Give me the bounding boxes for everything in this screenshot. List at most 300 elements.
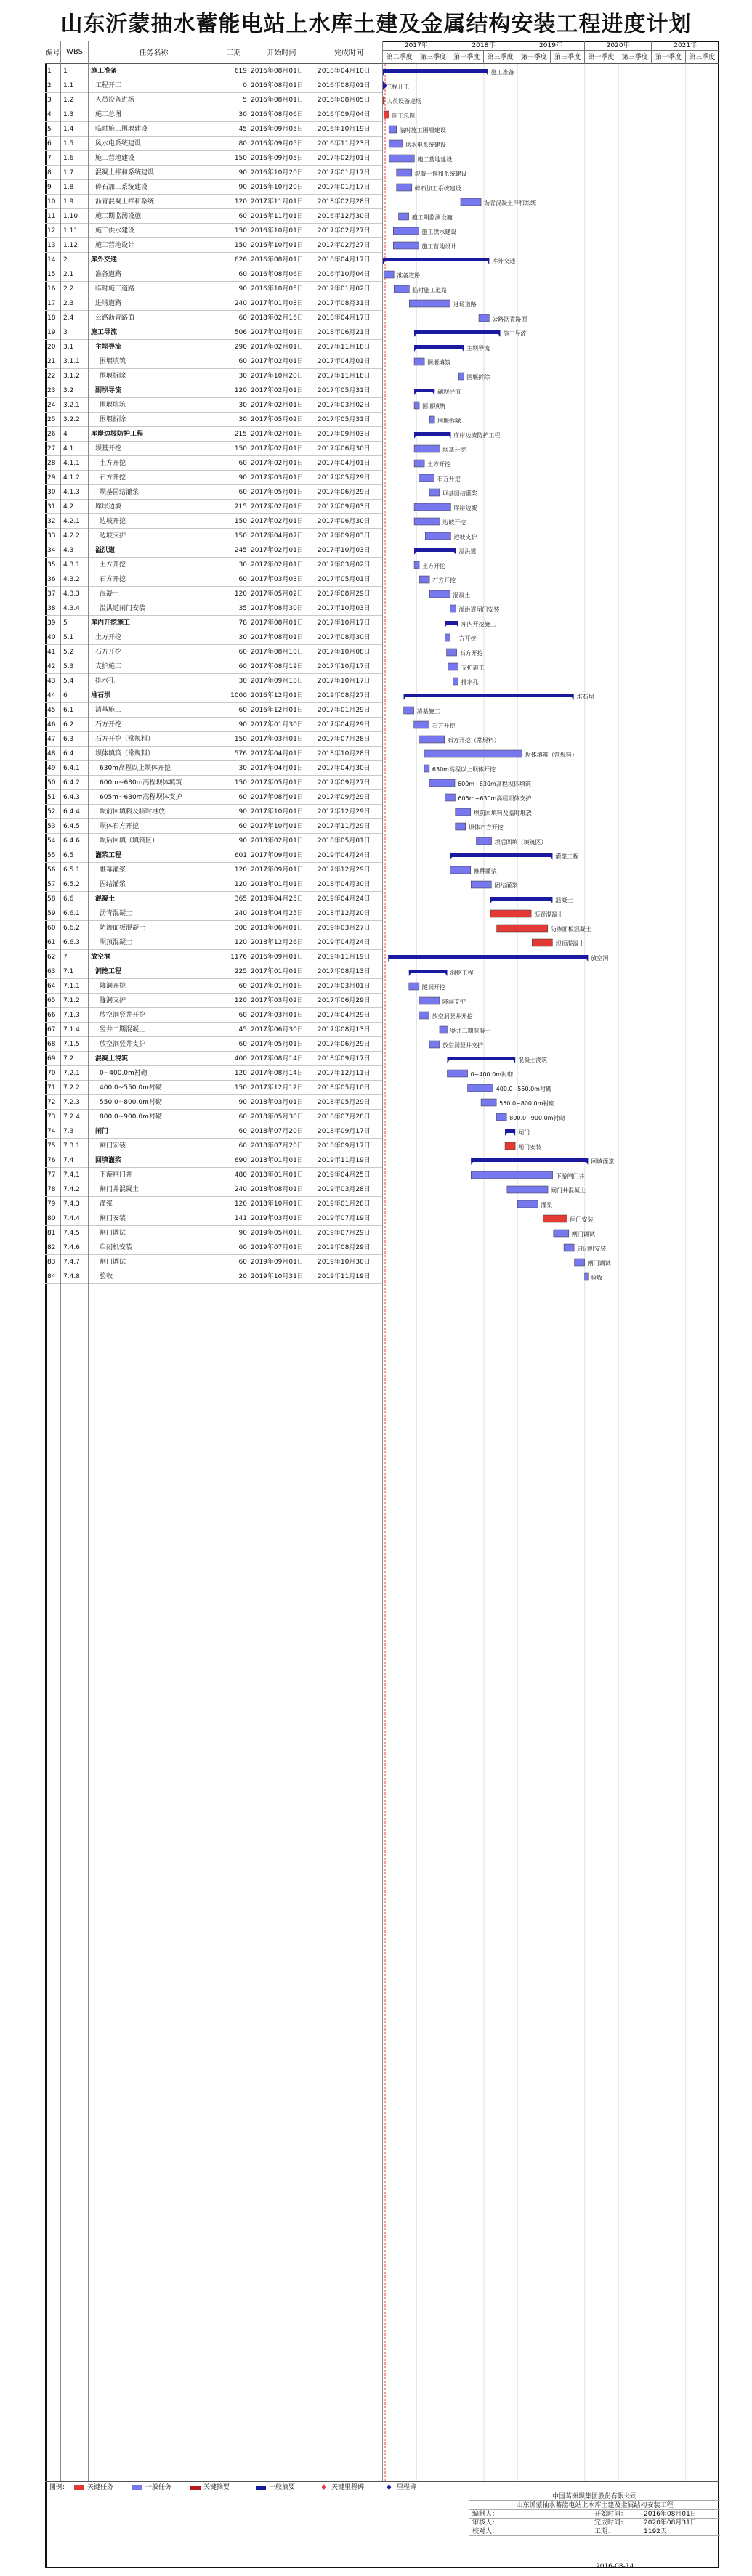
gantt-bar-label: 库外交通 (492, 258, 516, 264)
task-duration: 90 (238, 1230, 247, 1237)
gantt-summary-bar (490, 897, 552, 901)
task-finish: 2017年01月29日 (318, 707, 371, 714)
task-name: 库岸边坡 (95, 503, 122, 511)
gantt-bar-label: 闸门 (518, 1129, 530, 1136)
gantt-task-bar (414, 518, 440, 525)
task-duration: 0 (243, 82, 247, 89)
title-block (469, 2492, 719, 2562)
task-finish: 2019年01月28日 (318, 1200, 371, 1208)
gantt-task-bar (456, 823, 466, 830)
task-row (45, 921, 383, 935)
timeline-half: 第三季度 (618, 51, 652, 64)
task-duration: 141 (234, 1215, 247, 1222)
task-wbs: 7.1.4 (63, 1026, 80, 1033)
task-wbs: 4.1.3 (63, 489, 80, 496)
task-wbs: 5.2 (63, 649, 74, 656)
task-id: 59 (47, 910, 56, 917)
task-row (45, 413, 383, 427)
legend (45, 2481, 719, 2492)
gantt-bar-label: 灌浆 (541, 1202, 553, 1208)
gantt-summary-bar (471, 1158, 588, 1162)
task-finish: 2018年09月17日 (318, 1142, 371, 1150)
task-row (45, 645, 383, 659)
task-name: 工程开工 (95, 82, 122, 89)
task-wbs: 5.3 (63, 663, 74, 670)
task-name: 施工导流 (91, 329, 118, 336)
task-finish: 2016年09月04日 (318, 111, 371, 118)
footer-row-label: 校对人： (472, 2528, 499, 2535)
task-row (45, 296, 383, 311)
task-wbs: 1.5 (63, 140, 74, 147)
task-id: 55 (47, 852, 56, 859)
task-duration: 690 (234, 1157, 247, 1164)
task-duration: 1000 (230, 692, 247, 699)
task-name: 坝基固结灌浆 (100, 489, 140, 496)
task-finish: 2017年06月29日 (318, 997, 371, 1004)
task-row (45, 209, 383, 224)
gantt-summary-bar (414, 345, 464, 349)
task-finish: 2018年02月28日 (318, 198, 371, 206)
gantt-summary-bar (404, 694, 574, 697)
task-row (45, 1153, 383, 1168)
footer-row-label: 编制人： (472, 2511, 499, 2518)
gantt-task-bar (450, 605, 456, 612)
task-start: 2017年03月01日 (251, 736, 304, 743)
gantt-task-bar (393, 242, 419, 249)
gantt-task-bar (389, 140, 403, 147)
timeline-half: 第三季度 (416, 51, 450, 64)
task-start: 2017年02月01日 (251, 460, 304, 467)
task-duration: 60 (238, 358, 247, 365)
task-name: 605m~630m高程坝体支护 (100, 794, 182, 801)
task-row (45, 514, 383, 529)
task-wbs: 7.4.5 (63, 1230, 80, 1237)
gantt-bar-label: 支护施工 (461, 665, 485, 671)
gantt-bar-label: 施工期监测设施 (411, 214, 453, 221)
gantt-bar-label: 混凝土浇筑 (518, 1057, 548, 1063)
task-wbs: 4.3.2 (63, 576, 80, 583)
task-name: 围堰拆除 (100, 373, 126, 380)
task-table (45, 41, 383, 2481)
task-name: 坝体石方开挖 (100, 823, 140, 830)
task-name: 准备道路 (95, 271, 122, 278)
task-start: 2016年09月01日 (251, 954, 304, 961)
task-start: 2016年08月01日 (251, 82, 304, 89)
task-finish: 2017年01月17日 (318, 169, 371, 176)
legend-critical-swatch (74, 2485, 84, 2490)
task-duration: 150 (234, 736, 247, 743)
task-finish: 2018年04月17日 (318, 314, 371, 322)
task-wbs: 3.2 (63, 387, 74, 394)
task-name: 公路沥青路面 (95, 314, 135, 322)
task-finish: 2016年10月04日 (318, 271, 371, 278)
task-duration: 120 (234, 198, 247, 206)
gantt-task-bar (481, 1099, 496, 1106)
gantt-task-bar (477, 837, 492, 845)
task-wbs: 6.4.5 (63, 823, 80, 830)
task-finish: 2017年07月28日 (318, 736, 371, 743)
task-wbs: 4.1 (63, 445, 74, 452)
task-duration: 60 (238, 1113, 247, 1121)
task-row (45, 834, 383, 848)
task-id: 82 (47, 1244, 56, 1251)
gantt-task-bar (479, 314, 489, 322)
task-finish: 2017年05月01日 (318, 576, 371, 583)
task-name: 隧洞支护 (100, 997, 126, 1004)
timeline-half: 第三季度 (686, 51, 719, 64)
timeline-half: 第二季度 (383, 51, 416, 64)
task-row (45, 964, 383, 979)
task-start: 2016年10月20日 (251, 184, 304, 191)
gantt-bar-label: 溢洪道 (458, 548, 477, 555)
task-wbs: 6.1 (63, 707, 74, 714)
task-duration: 60 (238, 983, 247, 990)
task-wbs: 7.2.2 (63, 1084, 80, 1092)
task-duration: 240 (234, 910, 247, 917)
gantt-bar-label: 闸门井混凝土 (551, 1187, 586, 1194)
task-id: 38 (47, 605, 56, 612)
task-wbs: 6.6.1 (63, 910, 80, 917)
col-header-name: 任务名称 (89, 41, 219, 64)
task-row (45, 877, 383, 892)
task-wbs: 4.1.2 (63, 474, 80, 482)
gantt-summary-bar (383, 69, 488, 73)
timeline-half: 第一季度 (450, 51, 484, 64)
task-finish: 2017年04月29日 (318, 1012, 371, 1019)
task-duration: 30 (238, 765, 247, 772)
task-start: 2018年03月01日 (251, 1099, 304, 1106)
task-row (45, 558, 383, 572)
task-name: 石方开挖 (95, 721, 122, 728)
task-wbs: 2 (63, 256, 68, 264)
task-name: 混凝土浇筑 (95, 1055, 129, 1063)
task-row (45, 688, 383, 703)
gantt-task-bar (419, 736, 445, 743)
task-wbs: 7.1.3 (63, 1012, 80, 1019)
task-finish: 2017年08月13日 (318, 968, 371, 975)
gantt-task-bar (517, 1200, 538, 1208)
task-duration: 150 (234, 532, 247, 540)
task-start: 2016年12月01日 (251, 692, 304, 699)
gantt-bar-label: 帷幕灌浆 (473, 868, 497, 874)
task-row (45, 776, 383, 790)
task-finish: 2016年10月19日 (318, 126, 371, 133)
task-wbs: 5.1 (63, 634, 74, 641)
task-duration: 626 (234, 256, 247, 264)
task-row (45, 311, 383, 325)
task-id: 9 (47, 184, 52, 191)
gantt-task-bar (429, 1041, 440, 1048)
page-title: 山东沂蒙抽水蓄能电站上水库土建及金属结构安装工程进度计划 (60, 12, 692, 37)
task-row (45, 456, 383, 471)
task-finish: 2017年06月30日 (318, 518, 371, 525)
task-wbs: 2.3 (63, 300, 74, 307)
task-start: 2017年02月01日 (251, 344, 304, 351)
task-duration: 60 (238, 823, 247, 830)
task-finish: 2018年05月10日 (318, 1084, 371, 1092)
task-row (45, 500, 383, 514)
task-start: 2017年08月30日 (251, 605, 304, 612)
gantt-task-bar (448, 663, 458, 670)
task-name: 临时施工围堰建设 (95, 126, 148, 133)
task-finish: 2017年05月31日 (318, 416, 371, 423)
timeline-half: 第一季度 (585, 51, 618, 64)
task-start: 2017年08月01日 (251, 794, 304, 801)
task-duration: 240 (234, 300, 247, 307)
task-name: 放空洞 (91, 954, 111, 961)
task-start: 2017年01月01日 (251, 983, 304, 990)
task-finish: 2018年04月17日 (318, 256, 371, 264)
gantt-task-bar (461, 198, 481, 206)
gantt-bar-label: 下游闸门井 (555, 1173, 585, 1179)
task-start: 2016年10月20日 (251, 169, 304, 176)
task-name: 施工营地设计 (95, 242, 135, 249)
task-duration: 120 (234, 997, 247, 1004)
task-name: 边坡开挖 (100, 518, 126, 525)
gantt-task-bar (429, 489, 440, 496)
task-id: 29 (47, 474, 56, 482)
task-start: 2019年03月01日 (251, 1215, 304, 1222)
task-row (45, 616, 383, 630)
task-row (45, 325, 383, 340)
task-row (45, 1240, 383, 1255)
task-finish: 2017年11月18日 (318, 344, 371, 351)
task-start: 2017年02月01日 (251, 445, 304, 452)
task-id: 13 (47, 242, 56, 249)
task-duration: 30 (238, 678, 247, 685)
task-start: 2017年03月01日 (251, 1012, 304, 1019)
task-finish: 2019年11月19日 (318, 1273, 371, 1280)
task-wbs: 6.5.2 (63, 881, 80, 888)
task-start: 2016年10月01日 (251, 227, 304, 235)
task-finish: 2017年11月29日 (318, 823, 371, 830)
gantt-task-bar (393, 227, 419, 235)
gantt-bar-label: 碎石加工系统建设 (414, 185, 461, 192)
timeline-year: 2018年 (450, 41, 518, 51)
gantt-task-bar (419, 1012, 429, 1019)
gantt-task-bar (456, 808, 471, 816)
task-id: 22 (47, 373, 56, 380)
task-duration: 90 (238, 721, 247, 728)
task-wbs: 7.3.1 (63, 1142, 80, 1150)
gantt-task-bar (447, 1070, 467, 1077)
gantt-task-bar (397, 169, 412, 176)
task-wbs: 5.4 (63, 678, 74, 685)
task-finish: 2017年10月03日 (318, 547, 371, 554)
task-start: 2019年07月01日 (251, 1244, 304, 1251)
task-start: 2016年08月01日 (251, 256, 304, 264)
gantt-task-bar (453, 678, 458, 685)
task-finish: 2017年09月03日 (318, 503, 371, 511)
gantt-bar-label: 混凝土 (453, 592, 471, 598)
task-duration: 90 (238, 285, 247, 293)
task-row (45, 703, 383, 718)
task-finish: 2019年10月30日 (318, 1259, 371, 1266)
task-start: 2016年12月01日 (251, 707, 304, 714)
task-name: 竖井二期混凝土 (100, 1026, 146, 1033)
task-id: 65 (47, 997, 56, 1004)
task-wbs: 4.2 (63, 503, 74, 511)
task-duration: 30 (238, 634, 247, 641)
task-row (45, 1008, 383, 1023)
task-id: 34 (47, 547, 56, 554)
task-name: 坝基开挖 (95, 445, 122, 452)
task-id: 51 (47, 794, 56, 801)
task-row (45, 282, 383, 296)
gantt-bar-label: 围堰填筑 (422, 403, 446, 410)
gantt-bar-label: 围堰填筑 (427, 359, 451, 366)
task-start: 2018年01月01日 (251, 1171, 304, 1179)
task-finish: 2018年04月30日 (318, 881, 371, 888)
task-row (45, 485, 383, 500)
task-row (45, 630, 383, 645)
task-start: 2018年07月20日 (251, 1128, 304, 1135)
task-id: 12 (47, 227, 56, 235)
gantt-bar-label: 库岸边坡 (453, 505, 477, 511)
task-name: 清基施工 (95, 707, 122, 714)
task-finish: 2017年11月18日 (318, 373, 371, 380)
task-name: 土方开挖 (100, 460, 126, 467)
gantt-bar-label: 坝后回填（填筑区） (494, 839, 547, 845)
gantt-bar-label: 隧洞开挖 (421, 984, 445, 991)
task-wbs: 4 (63, 431, 68, 438)
task-finish: 2017年02月27日 (318, 227, 371, 235)
task-duration: 300 (234, 925, 247, 932)
task-id: 40 (47, 634, 56, 641)
task-name: 洞挖工程 (95, 968, 122, 975)
task-finish: 2017年08月30日 (318, 634, 371, 641)
task-id: 84 (47, 1273, 56, 1280)
task-id: 77 (47, 1171, 56, 1179)
legend-critical-summary: 关键摘要 (203, 2484, 230, 2491)
task-finish: 2017年12月29日 (318, 808, 371, 816)
task-start: 2017年10月01日 (251, 823, 304, 830)
task-start: 2019年05月01日 (251, 1230, 304, 1237)
task-row (45, 354, 383, 369)
task-finish: 2017年08月29日 (318, 590, 371, 598)
task-row (45, 224, 383, 238)
task-duration: 120 (234, 881, 247, 888)
gantt-bar-label: 800.0~900.0m衬砌 (509, 1115, 565, 1121)
gantt-bar-label: 闸门调试 (571, 1231, 595, 1238)
task-finish: 2018年06月21日 (318, 329, 371, 336)
task-start: 2016年11月01日 (251, 213, 304, 220)
task-name: 围堰填筑 (100, 402, 126, 409)
gantt-bar-label: 人员设备进场 (387, 98, 422, 105)
task-start: 2018年12月26日 (251, 939, 304, 946)
footer-row-label: 审核人： (472, 2519, 499, 2527)
gantt-task-bar (450, 866, 471, 874)
task-wbs: 7.4.6 (63, 1244, 80, 1251)
task-finish: 2019年04月25日 (318, 1171, 371, 1179)
task-wbs: 4.3.1 (63, 561, 80, 569)
gantt-bar-label: 围堰拆除 (466, 374, 490, 381)
gantt-bar-label: 防渗面板混凝土 (550, 926, 591, 933)
task-finish: 2018年05月01日 (318, 837, 371, 845)
gantt-bar-label: 竖井二期混凝土 (450, 1028, 491, 1034)
timeline-year: 2019年 (517, 41, 585, 51)
task-start: 2017年01月01日 (251, 968, 304, 975)
task-id: 41 (47, 649, 56, 656)
task-wbs: 7.1.5 (63, 1041, 80, 1048)
legend-critical-milestone-icon: ◆ (321, 2484, 326, 2491)
task-name: 沥青混凝土拌和系统 (95, 198, 155, 206)
task-id: 61 (47, 939, 56, 946)
task-name: 碎石加工系统建设 (95, 184, 148, 191)
task-id: 73 (47, 1113, 56, 1121)
task-row (45, 1095, 383, 1110)
task-id: 26 (47, 431, 56, 438)
task-id: 27 (47, 445, 56, 452)
task-start: 2018年08月01日 (251, 1186, 304, 1193)
task-wbs: 6.4.6 (63, 837, 80, 845)
task-name: 施工营地建设 (95, 155, 135, 162)
gantt-task-bar (424, 765, 429, 772)
task-start: 2017年02月01日 (251, 387, 304, 394)
task-id: 18 (47, 314, 56, 322)
task-id: 50 (47, 779, 56, 787)
gantt-task-bar (507, 1186, 548, 1193)
task-finish: 2018年09月17日 (318, 1128, 371, 1135)
task-start: 2018年04月25日 (251, 910, 304, 917)
task-finish: 2017年10月17日 (318, 678, 371, 685)
task-wbs: 3.1.2 (63, 373, 80, 380)
task-row (45, 64, 383, 78)
gantt-summary-bar (383, 258, 489, 261)
task-finish: 2017年08月13日 (318, 1026, 371, 1033)
gantt-bar-label: 石方开挖 (459, 650, 483, 657)
gantt-chart (383, 41, 719, 2481)
task-wbs: 7.4.4 (63, 1215, 80, 1222)
task-duration: 60 (238, 663, 247, 670)
legend-milestone-icon: ◆ (387, 2484, 392, 2491)
task-id: 30 (47, 489, 56, 496)
task-start: 2017年11月01日 (251, 198, 304, 206)
task-start: 2017年02月01日 (251, 561, 304, 569)
task-duration: 120 (234, 1200, 247, 1208)
footer-row-value: 2016年08月01日 (644, 2511, 697, 2518)
gantt-bar-label: 施工营地建设 (417, 156, 453, 163)
gantt-bar-label: 石方开挖 (437, 476, 461, 482)
footer-row-value: 1192天 (644, 2528, 667, 2535)
gantt-task-bar (471, 1171, 552, 1179)
gantt-bar-label: 施工准备 (490, 69, 514, 76)
task-start: 2017年03月03日 (251, 576, 304, 583)
task-duration: 120 (234, 1070, 247, 1077)
task-id: 74 (47, 1128, 56, 1135)
task-row (45, 747, 383, 761)
task-wbs: 1.10 (63, 213, 78, 220)
task-id: 35 (47, 561, 56, 569)
task-name: 石方开挖（常规料） (95, 736, 155, 743)
gantt-bar-label: 准备道路 (397, 272, 421, 279)
task-start: 2017年03月01日 (251, 474, 304, 482)
footer-row-key: 开始时间： (594, 2511, 628, 2518)
task-finish: 2017年04月29日 (318, 721, 371, 728)
task-duration: 60 (238, 707, 247, 714)
task-start: 2017年05月01日 (251, 1041, 304, 1048)
footer (0, 2492, 752, 2576)
gantt-bar-label: 混凝土 (555, 897, 573, 903)
task-id: 24 (47, 402, 56, 409)
task-id: 75 (47, 1142, 56, 1150)
footer-project: 山东沂蒙抽水蓄能电站上水库土建及金属结构安装工程 (516, 2502, 674, 2509)
gantt-summary-bar (414, 432, 450, 436)
task-name: 溢洪道闸门安装 (100, 605, 146, 612)
legend-critical-milestone: 关键里程碑 (331, 2484, 365, 2491)
gantt-bar-label: 进场道路 (453, 301, 477, 308)
task-finish: 2017年03月01日 (318, 983, 371, 990)
